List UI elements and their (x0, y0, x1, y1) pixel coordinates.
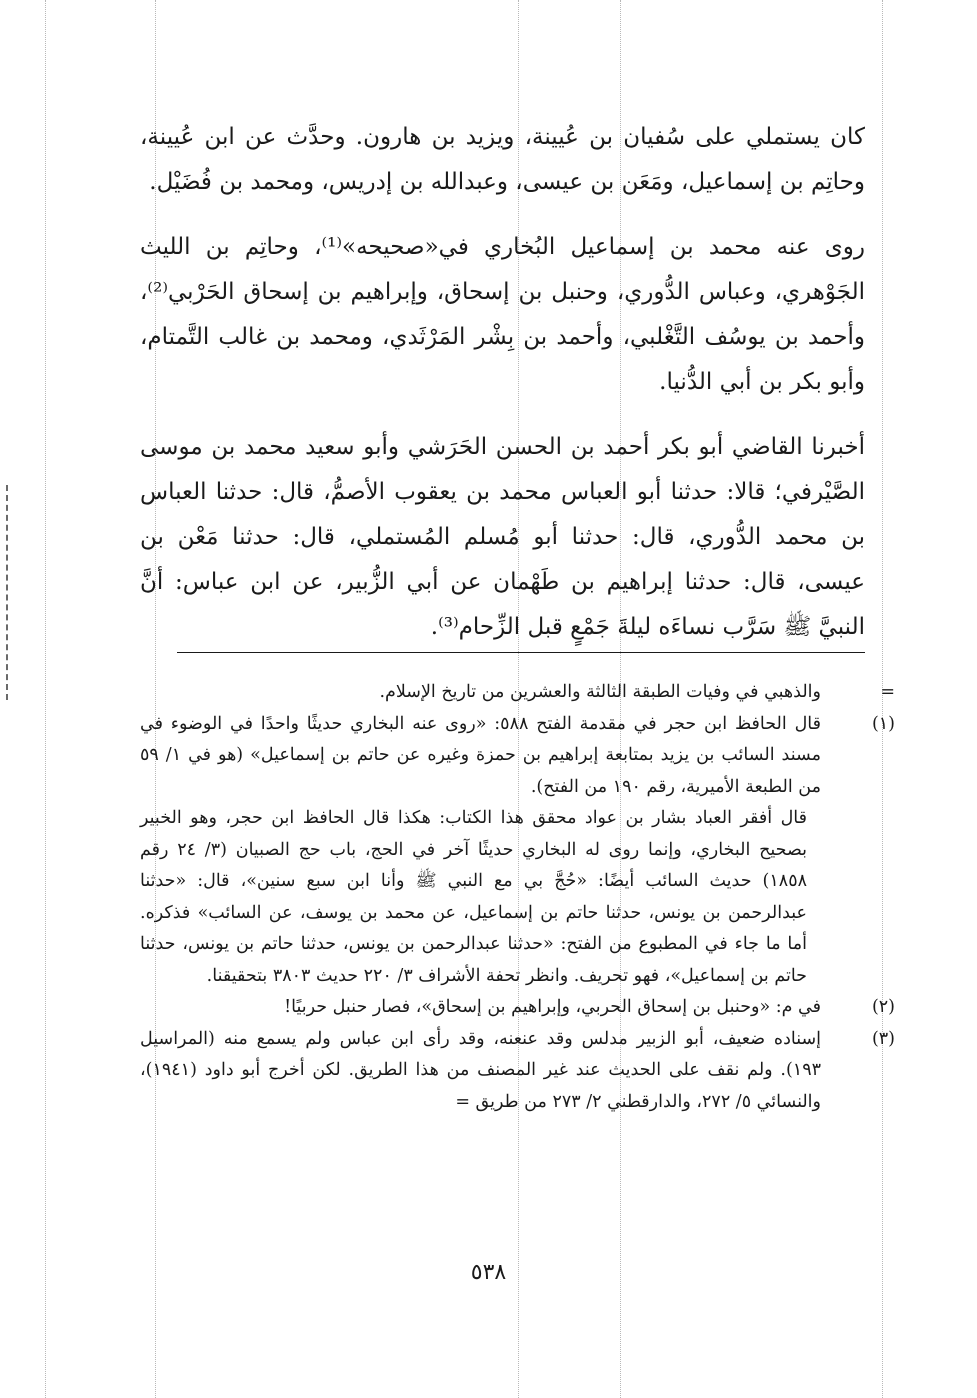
body-paragraph: روى عنه محمد بن إسماعيل البُخاري في«صحيحه»⁽¹⁾، وحاتِم بن الليث الجَوْهري، وعباس الدُّوري، وحنبل بن إسحاق، وإبراهيم بن إسحاق الحَرْبي⁽²⁾، وأحمد بن يوسُف التَّغْلبي، وأحمد بن بِشْر المَرْثَدي، ومحمد بن غالب التَّمتام، وأبو بكر بن أبي الدُّنيا. (140, 234, 865, 395)
page-number: ٥٣٨ (470, 1260, 507, 1285)
body-paragraph: أخبرنا القاضي أبو بكر أحمد بن الحسن الحَرَشي وأبو سعيد محمد بن موسى الصَّيْرفي؛ قالا: حدثنا أبو العباس محمد بن يعقوب الأصمُّ، قال: حدثنا العباس بن محمد الدُّوري، قال: حدثنا أبو مُسلم المُستملي، قال: حدثنا مَعْن بن عيسى، قال: حدثنا إبراهيم بن طَهْمان عن أبي الزُّبير، عن ابن عباس: أنَّ النبيَّ ﷺ سَرَّب نساءَه ليلةَ جَمْعٍ قبل الزِّحام⁽³⁾. (140, 434, 865, 640)
footnote-text: إسناده ضعيف، أبو الزبير مدلس وقد عنعنه، وقد رأى ابن عباس ولم يسمع منه (المراسيل ١٩٣). ولم نقف على الحديث عند غير المصنف من هذا الطريق. لكن أخرج أبو داود (١٩٤١)، والنسائي ٥/ ٢٧٢، والدارقطني ٢/ ٢٧٣ من طريق = (140, 1028, 821, 1112)
footnote-separator (177, 652, 865, 653)
footnote-marker (837, 803, 881, 992)
scan-margin-mark (6, 485, 8, 700)
footnote-continuation (140, 803, 865, 992)
footnotes (140, 677, 895, 1118)
footnote-marker: (٢) (871, 997, 895, 1017)
footnote (140, 1024, 895, 1119)
footnote-text: في م: «وحنبل بن إسحاق الحربي، وإبراهيم بن إسحاق»، فصار حنبل حربيًا! (284, 997, 821, 1017)
footnote (140, 709, 895, 804)
page-content (140, 115, 895, 1118)
scan-dotted-line (45, 0, 46, 1398)
body-paragraph: كان يستملي على سُفيان بن عُيينة، ويزيد بن هارون. وحدَّث عن ابن عُيينة، وحاتِم بن إسماعيل، ومَعَن بن عيسى، وعبدالله بن إدريس، ومحمد بن فُضَيْل. (140, 124, 865, 195)
footnote-text: قال الحافظ ابن حجر في مقدمة الفتح ٥٨٨: «روى عنه البخاري حديثًا واحدًا في الوضوء في مسند السائب بن يزيد بمتابعة إبراهيم بن حمزة وغيره عن حاتم بن إسماعيل» (هو في ١/ ٥٩ من الطبعة الأميرية، رقم ١٩٠ من الفتح). (140, 713, 821, 797)
footnote-marker: (١) (871, 713, 895, 734)
footnote (140, 992, 895, 1024)
footnote-text: قال أفقر العباد بشار بن عواد محقق هذا الكتاب: هكذا قال الحافظ ابن حجر، وهو الخبير بصحيح البخاري، وإنما روى له البخاري حديثًا آخر في الحج، باب حج الصبيان (٣/ ٢٤ رقم ١٨٥٨) حديث السائب أيضًا: «حُجَّ بي مع النبي ﷺ وأنا ابن سبع سنين»، قال: «حدثنا عبدالرحمن بن يونس، حدثنا حاتم بن إسماعيل، عن محمد بن يوسف، عن السائب» فذكره. أما ما جاء في المطبوع من الفتح: «حدثنا عبدالرحمن بن يونس، حدثنا حاتم بن يونس، حدثنا حاتم بن إسماعيل»، فهو تحريف. وانظر تحفة الأشراف ٣/ ٢٢٠ حديث ٣٨٠٣ بتحقيقنا. (140, 808, 808, 986)
footnote-text: والذهبي في وفيات الطبقة الثالثة والعشرين من تاريخ الإسلام. (379, 682, 821, 702)
footnote (140, 677, 895, 709)
footnote-marker: (٣) (871, 1028, 895, 1049)
footnote-marker: = (880, 682, 895, 702)
